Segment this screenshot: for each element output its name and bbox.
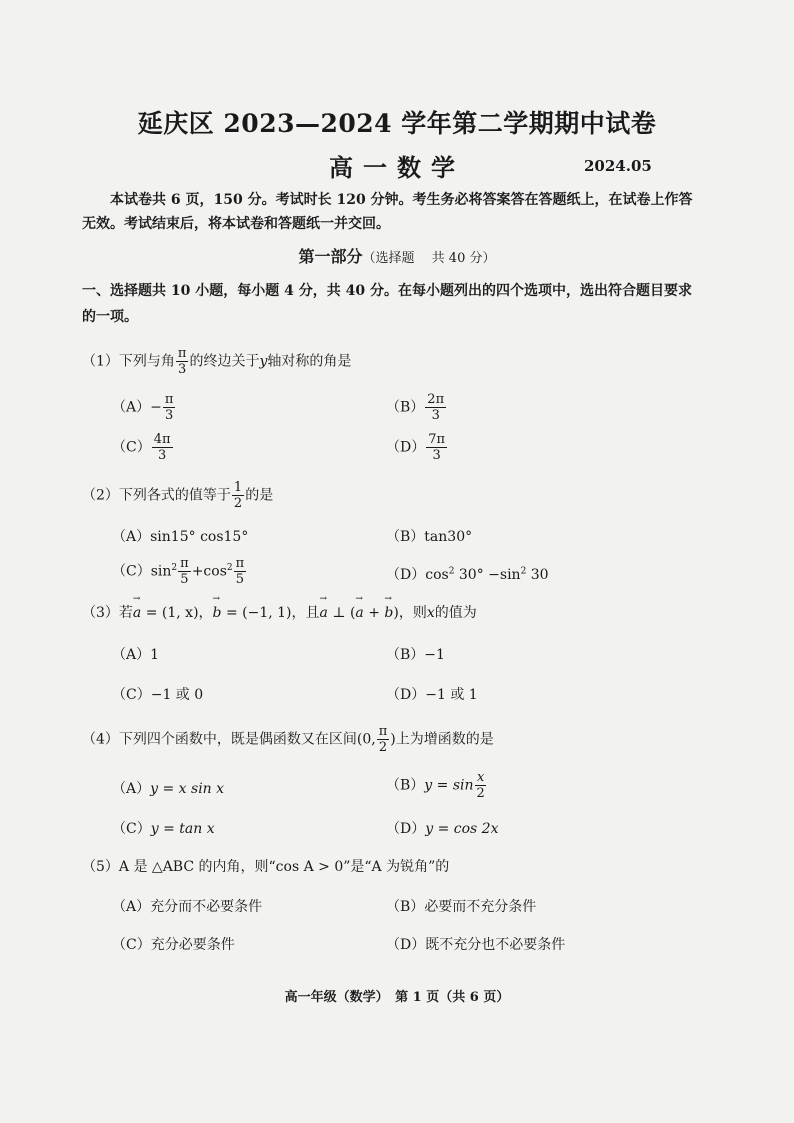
option-text: sin15° cos15° (150, 529, 249, 545)
option-label: （C） (112, 687, 151, 703)
question-text: )，则 (393, 605, 427, 621)
denominator: 3 (164, 408, 174, 423)
option-text: y = cos 2x (425, 821, 499, 837)
option-label: （D） (386, 567, 426, 583)
denominator: 5 (235, 572, 245, 587)
denominator: 5 (180, 572, 189, 587)
numerator: 4π (153, 432, 171, 447)
option-text: 充分而不必要条件 (150, 899, 263, 915)
option-text: 30 (526, 567, 549, 583)
option-3c (112, 684, 203, 704)
exam-instructions: 本试卷共 6 页，150 分。考试时长 120 分钟。考生务必将答案答在答题纸上，在试卷上作答无效。考试结束后，将本试卷和答题纸一并交回。 (82, 192, 693, 232)
option-label: （D） (386, 937, 426, 953)
fraction (377, 724, 390, 755)
numerator: x (476, 770, 485, 785)
vector-b: → b (384, 605, 393, 621)
option-label: （C） (112, 937, 151, 953)
option-text: +cos (191, 563, 227, 580)
option-2d (386, 564, 549, 584)
fraction (178, 556, 191, 587)
numerator: π (235, 556, 245, 571)
option-label: （D） (386, 821, 426, 837)
numerator: 1 (233, 480, 243, 495)
option-text: sin (150, 563, 172, 580)
option-5d (386, 934, 565, 954)
question-number: （4） (82, 731, 119, 748)
exponent: 2 (226, 562, 233, 573)
option-4a (112, 778, 224, 798)
question-5 (82, 856, 449, 876)
sign: − (150, 399, 162, 416)
interval: (0, (356, 731, 376, 748)
numerator: π (177, 346, 187, 361)
fraction (176, 346, 189, 377)
fraction (152, 432, 173, 463)
fraction (163, 392, 176, 423)
vector-a: → a (355, 605, 363, 621)
numerator: 2π (427, 392, 445, 407)
question-text: 的值为 (434, 605, 477, 621)
denominator: 3 (431, 408, 440, 423)
exam-date: 2024.05 (584, 157, 652, 175)
option-text: y = x sin x (150, 781, 225, 797)
option-label: （A） (112, 899, 151, 915)
option-text: 30° −sin (454, 567, 521, 583)
denominator: 2 (233, 496, 243, 511)
option-text: 既不充分也不必要条件 (425, 937, 566, 953)
question-number: （5） (82, 859, 119, 875)
denominator: 3 (178, 362, 187, 377)
question-3 (82, 602, 477, 622)
option-label: （B） (386, 529, 425, 545)
option-5b (386, 896, 536, 916)
vector-a: → a (133, 605, 141, 621)
exponent: 2 (520, 566, 527, 577)
option-label: （C） (112, 439, 151, 456)
question-text: + (363, 605, 385, 621)
option-3b (386, 644, 445, 664)
option-text: 1 (150, 647, 160, 663)
option-label: （D） (386, 687, 426, 703)
option-2a (112, 526, 248, 546)
option-4b (386, 770, 488, 801)
denominator: 3 (157, 448, 167, 463)
option-1a (112, 392, 176, 423)
variable: y (259, 353, 268, 370)
question-number: （1） (82, 353, 119, 370)
option-label: （B） (386, 899, 425, 915)
option-label: （B） (386, 777, 425, 794)
section-instructions: 一、选择题共 10 小题，每小题 4 分，共 40 分。在每小题列出的四个选项中，选出符合题目要求的一项。 (82, 283, 692, 325)
exponent: 2 (448, 566, 455, 577)
option-4c (112, 818, 215, 838)
variable: x (426, 605, 435, 621)
denominator: 2 (476, 786, 485, 801)
option-1b (386, 392, 447, 423)
denominator: 2 (378, 740, 388, 755)
question-text: = (1, x)， (141, 605, 213, 621)
part-title: 第一部分 (298, 247, 363, 266)
numerator: π (180, 556, 189, 571)
question-text: 若 (118, 605, 133, 621)
question-text: 的终边关于 (189, 353, 260, 370)
option-text: −1 (424, 647, 445, 663)
question-text: 轴对称的角是 (267, 353, 352, 370)
question-2 (82, 480, 273, 511)
option-label: （A） (112, 529, 151, 545)
option-text: y = sin (424, 777, 474, 794)
fraction (425, 392, 446, 423)
question-text: 下列四个函数中，既是偶函数又在区间 (118, 731, 357, 748)
option-1c (112, 432, 174, 463)
denominator: 3 (432, 448, 441, 463)
fraction (475, 770, 487, 801)
fraction (234, 556, 247, 587)
option-5a (112, 896, 262, 916)
exam-title: 延庆区 2023—2024 学年第二学期期中试卷 (137, 109, 657, 138)
fraction (426, 432, 447, 463)
question-text: A 是 △ABC 的内角，则“cos A > 0”是“A 为锐角”的 (118, 859, 450, 875)
numerator: 7π (428, 432, 446, 447)
option-label: （A） (112, 647, 151, 663)
question-text: 的是 (245, 487, 274, 504)
vector-a: → a (320, 605, 328, 621)
part-heading (0, 244, 794, 267)
option-text: tan30° (424, 529, 473, 545)
subject-title: 高一数学 (329, 153, 465, 182)
option-text: 充分必要条件 (150, 937, 235, 953)
interval: ) (390, 731, 396, 748)
question-text: 上为增函数的是 (395, 731, 494, 748)
option-label: （B） (386, 399, 425, 416)
question-number: （2） (82, 487, 119, 504)
option-text: y = tan x (150, 821, 215, 837)
question-text: = (−1, 1)，且 (221, 605, 320, 621)
option-1d (386, 432, 448, 463)
option-label: （C） (112, 821, 151, 837)
question-text: 下列各式的值等于 (118, 487, 231, 504)
option-label: （B） (386, 647, 425, 663)
option-text: −1 或 0 (150, 687, 204, 703)
exponent: 2 (171, 562, 178, 573)
option-label: （A） (112, 781, 151, 797)
option-2b (386, 526, 472, 546)
numerator: π (378, 724, 388, 739)
option-4d (386, 818, 498, 838)
option-label: （D） (386, 439, 426, 456)
question-number: （3） (82, 605, 119, 621)
question-text: 下列与角 (118, 353, 175, 370)
option-text: 必要而不充分条件 (424, 899, 537, 915)
option-label: （A） (112, 399, 151, 416)
fraction (232, 480, 244, 511)
question-1 (82, 346, 351, 377)
option-label: （C） (112, 563, 151, 580)
option-text: −1 或 1 (425, 687, 478, 703)
page-footer: 高一年级（数学） 第 1 页（共 6 页） (284, 990, 510, 1005)
option-3d (386, 684, 478, 704)
part-note: （选择题 共 40 分） (362, 251, 496, 266)
numerator: π (164, 392, 174, 407)
question-text: ⊥ ( (327, 605, 356, 621)
option-3a (112, 644, 159, 664)
option-text: cos (425, 567, 449, 583)
option-2c (112, 556, 247, 587)
vector-b: → b (213, 605, 222, 621)
question-4 (82, 724, 494, 755)
option-5c (112, 934, 235, 954)
